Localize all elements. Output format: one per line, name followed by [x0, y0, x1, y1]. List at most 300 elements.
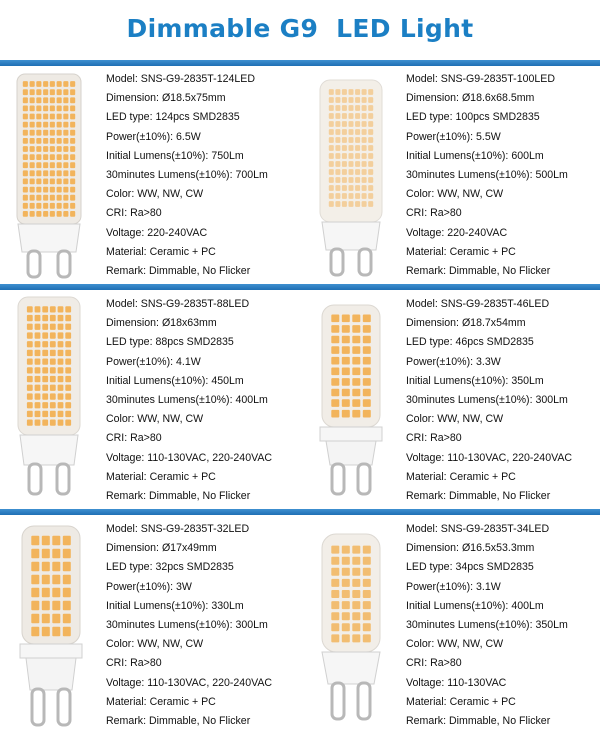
led-chip — [363, 623, 371, 631]
spec-remark: Remark: Dimmable, No Flicker — [106, 489, 251, 502]
led-chip — [342, 97, 347, 103]
led-chip — [50, 385, 56, 391]
spec-model: Model: SNS-G9-2835T-124LED — [106, 73, 255, 85]
led-chip — [43, 146, 48, 152]
led-chip — [63, 562, 71, 571]
led-chip — [58, 350, 64, 356]
led-chip — [329, 97, 334, 103]
led-chip — [23, 89, 28, 95]
led-chip — [368, 121, 373, 127]
led-chip — [43, 203, 48, 209]
led-chip — [342, 410, 350, 418]
led-chip — [63, 130, 68, 136]
led-chip — [58, 359, 64, 365]
led-chip — [363, 557, 371, 565]
led-chip — [30, 203, 35, 209]
spec-remark: Remark: Dimmable, No Flicker — [406, 714, 551, 727]
spec-30min-lumens: 30minutes Lumens(±10%): 300Lm — [406, 393, 568, 406]
led-chip — [352, 634, 360, 642]
led-chip — [57, 179, 62, 185]
led-chip — [27, 393, 33, 399]
spec-30min-lumens: 30minutes Lumens(±10%): 500Lm — [406, 168, 568, 181]
led-chip — [35, 315, 41, 321]
section-divider — [0, 509, 600, 515]
spec-power: Power(±10%): 3W — [106, 580, 192, 593]
led-chip — [342, 557, 350, 565]
led-chip — [70, 106, 75, 112]
led-chip — [27, 341, 33, 347]
led-chip — [36, 179, 41, 185]
led-chip — [63, 89, 68, 95]
led-chip — [70, 195, 75, 201]
led-chip — [329, 161, 334, 167]
led-chip — [36, 187, 41, 193]
spec-dimension: Dimension: Ø18.5x75mm — [106, 92, 226, 105]
led-chip — [65, 324, 71, 330]
led-chip — [355, 97, 360, 103]
spec-30min-lumens: 30minutes Lumens(±10%): 300Lm — [106, 618, 268, 631]
led-chip — [50, 306, 56, 312]
led-chip — [63, 154, 68, 160]
led-chip — [50, 130, 55, 136]
led-chip — [23, 195, 28, 201]
led-chip — [57, 122, 62, 128]
product-card — [0, 295, 300, 505]
spec-color: Color: WW, NW, CW — [106, 638, 204, 651]
led-chip — [362, 193, 367, 199]
led-chip — [58, 420, 64, 426]
spec-material: Material: Ceramic + PC — [106, 245, 216, 258]
led-chip — [331, 325, 339, 333]
spec-voltage: Voltage: 110-130VAC — [406, 676, 507, 689]
led-chip — [368, 105, 373, 111]
led-chip — [342, 399, 350, 407]
spec-voltage: Voltage: 110-130VAC, 220-240VAC — [106, 451, 273, 464]
led-chip — [65, 367, 71, 373]
led-chip — [42, 411, 48, 417]
led-chip — [35, 306, 41, 312]
led-chip — [342, 325, 350, 333]
led-chip — [57, 203, 62, 209]
led-chip — [349, 121, 354, 127]
spec-cri: CRI: Ra>80 — [106, 207, 162, 220]
led-chip — [70, 170, 75, 176]
led-chip — [352, 590, 360, 598]
led-chip — [65, 341, 71, 347]
led-chip — [335, 121, 340, 127]
led-chip — [363, 579, 371, 587]
led-chip — [329, 153, 334, 159]
led-chip — [355, 105, 360, 111]
bulb-image — [16, 526, 86, 731]
led-chip — [42, 536, 50, 545]
led-chip — [335, 169, 340, 175]
led-chip — [35, 402, 41, 408]
led-chip — [335, 145, 340, 151]
led-chip — [43, 89, 48, 95]
led-chip — [27, 420, 33, 426]
led-chip — [363, 590, 371, 598]
led-chip — [42, 315, 48, 321]
led-chip — [36, 146, 41, 152]
led-chip — [36, 81, 41, 87]
spec-initial-lumens: Initial Lumens(±10%): 330Lm — [106, 599, 244, 612]
led-chip — [70, 154, 75, 160]
spec-color: Color: WW, NW, CW — [406, 413, 504, 426]
product-card — [300, 520, 600, 730]
led-chip — [355, 201, 360, 207]
led-chip — [52, 562, 60, 571]
led-chip — [30, 138, 35, 144]
led-chip — [30, 106, 35, 112]
led-chip — [349, 193, 354, 199]
led-chip — [349, 97, 354, 103]
led-chip — [43, 106, 48, 112]
led-chip — [35, 359, 41, 365]
led-chip — [50, 211, 55, 217]
led-chip — [23, 170, 28, 176]
led-chip — [36, 114, 41, 120]
led-chip — [342, 113, 347, 119]
g9-bulb-46led-icon — [316, 303, 386, 503]
led-chip — [335, 177, 340, 183]
led-chip — [43, 130, 48, 136]
led-chip — [27, 359, 33, 365]
led-chip — [329, 129, 334, 135]
led-chip — [27, 402, 33, 408]
led-chip — [368, 113, 373, 119]
led-chip — [65, 359, 71, 365]
led-chip — [36, 154, 41, 160]
led-chip — [50, 393, 56, 399]
led-chip — [329, 89, 334, 95]
led-chip — [349, 105, 354, 111]
led-chip — [63, 170, 68, 176]
led-chip — [335, 113, 340, 119]
led-chip — [368, 161, 373, 167]
spec-model: Model: SNS-G9-2835T-32LED — [106, 523, 250, 535]
led-chip — [331, 634, 339, 642]
led-chip — [329, 193, 334, 199]
led-chip — [65, 306, 71, 312]
spec-initial-lumens: Initial Lumens(±10%): 450Lm — [106, 374, 244, 387]
led-chip — [352, 325, 360, 333]
led-chip — [35, 420, 41, 426]
led-chip — [349, 137, 354, 143]
led-chip — [342, 368, 350, 376]
spec-color: Color: WW, NW, CW — [406, 638, 504, 651]
led-chip — [36, 130, 41, 136]
led-chip — [42, 385, 48, 391]
led-chip — [331, 378, 339, 386]
led-chip — [36, 122, 41, 128]
led-chip — [42, 420, 48, 426]
led-chip — [63, 114, 68, 120]
led-chip — [42, 393, 48, 399]
led-chip — [70, 211, 75, 217]
spec-model: Model: SNS-G9-2835T-100LED — [406, 73, 555, 85]
led-chip — [335, 153, 340, 159]
led-chip — [362, 137, 367, 143]
led-chip — [23, 106, 28, 112]
led-chip — [30, 81, 35, 87]
led-chip — [36, 106, 41, 112]
led-chip — [23, 81, 28, 87]
led-chip — [363, 410, 371, 418]
led-chip — [63, 138, 68, 144]
led-chip — [70, 187, 75, 193]
spec-material: Material: Ceramic + PC — [106, 695, 216, 708]
led-chip — [42, 341, 48, 347]
led-chip — [342, 389, 350, 397]
led-chip — [368, 97, 373, 103]
led-chip — [331, 357, 339, 365]
spec-cri: CRI: Ra>80 — [406, 432, 462, 445]
led-chip — [31, 549, 39, 558]
led-chip — [63, 588, 71, 597]
led-chip — [352, 399, 360, 407]
led-chip — [352, 336, 360, 344]
led-chip — [36, 138, 41, 144]
led-chip — [335, 161, 340, 167]
spec-material: Material: Ceramic + PC — [406, 470, 516, 483]
led-chip — [63, 187, 68, 193]
led-chip — [331, 579, 339, 587]
led-chip — [363, 634, 371, 642]
led-chip — [331, 315, 339, 323]
led-chip — [36, 170, 41, 176]
led-chip — [63, 614, 71, 623]
led-chip — [58, 306, 64, 312]
led-chip — [50, 195, 55, 201]
led-chip — [42, 367, 48, 373]
led-chip — [50, 350, 56, 356]
led-chip — [50, 332, 56, 338]
led-chip — [368, 201, 373, 207]
led-chip — [331, 612, 339, 620]
led-chip — [36, 211, 41, 217]
led-chip — [70, 179, 75, 185]
led-chip — [331, 546, 339, 554]
led-chip — [355, 121, 360, 127]
led-chip — [63, 211, 68, 217]
led-chip — [43, 81, 48, 87]
led-chip — [43, 162, 48, 168]
led-chip — [50, 203, 55, 209]
led-chip — [363, 601, 371, 609]
led-chip — [27, 385, 33, 391]
led-chip — [52, 588, 60, 597]
led-chip — [30, 162, 35, 168]
led-chip — [63, 627, 71, 636]
led-chip — [363, 612, 371, 620]
led-chip — [57, 195, 62, 201]
spec-initial-lumens: Initial Lumens(±10%): 750Lm — [106, 149, 244, 162]
led-chip — [329, 105, 334, 111]
led-chip — [58, 402, 64, 408]
bulb-image — [14, 297, 84, 502]
spec-voltage: Voltage: 220-240VAC — [106, 226, 208, 239]
led-chip — [57, 154, 62, 160]
led-chip — [50, 187, 55, 193]
led-chip — [329, 185, 334, 191]
led-chip — [342, 201, 347, 207]
led-chip — [355, 161, 360, 167]
spec-model: Model: SNS-G9-2835T-34LED — [406, 523, 550, 535]
led-chip — [329, 201, 334, 207]
led-chip — [35, 341, 41, 347]
led-chip — [362, 113, 367, 119]
spec-dimension: Dimension: Ø16.5x53.3mm — [406, 542, 535, 555]
led-chip — [36, 162, 41, 168]
led-chip — [362, 177, 367, 183]
led-chip — [23, 97, 28, 103]
led-chip — [42, 350, 48, 356]
led-chip — [335, 129, 340, 135]
led-chip — [30, 154, 35, 160]
led-chip — [63, 536, 71, 545]
led-chip — [352, 410, 360, 418]
led-chip — [23, 114, 28, 120]
led-chip — [368, 153, 373, 159]
led-chip — [42, 627, 50, 636]
led-chip — [27, 315, 33, 321]
led-chip — [368, 129, 373, 135]
led-chip — [50, 179, 55, 185]
led-chip — [342, 89, 347, 95]
led-chip — [30, 89, 35, 95]
led-chip — [36, 89, 41, 95]
led-chip — [342, 546, 350, 554]
led-chip — [329, 137, 334, 143]
led-chip — [70, 203, 75, 209]
led-chip — [50, 376, 56, 382]
led-chip — [63, 146, 68, 152]
led-chip — [329, 113, 334, 119]
led-chip — [58, 332, 64, 338]
led-chip — [43, 122, 48, 128]
spec-dimension: Dimension: Ø18x63mm — [106, 317, 217, 330]
led-chip — [363, 346, 371, 354]
led-chip — [65, 315, 71, 321]
led-chip — [349, 185, 354, 191]
led-chip — [335, 201, 340, 207]
spec-30min-lumens: 30minutes Lumens(±10%): 400Lm — [106, 393, 268, 406]
led-chip — [63, 179, 68, 185]
led-chip — [352, 601, 360, 609]
led-chip — [352, 546, 360, 554]
led-chip — [368, 89, 373, 95]
led-chip — [57, 81, 62, 87]
section-divider — [0, 284, 600, 290]
led-chip — [42, 614, 50, 623]
spec-led-type: LED type: 34pcs SMD2835 — [406, 561, 534, 574]
spec-power: Power(±10%): 6.5W — [106, 130, 201, 143]
led-chip — [57, 138, 62, 144]
led-chip — [50, 420, 56, 426]
led-chip — [52, 601, 60, 610]
spec-dimension: Dimension: Ø18.6x68.5mm — [406, 92, 535, 105]
led-chip — [342, 579, 350, 587]
spec-led-type: LED type: 88pcs SMD2835 — [106, 336, 234, 349]
led-chip — [362, 161, 367, 167]
led-chip — [331, 410, 339, 418]
led-chip — [363, 568, 371, 576]
led-chip — [65, 350, 71, 356]
led-chip — [23, 203, 28, 209]
led-chip — [42, 332, 48, 338]
led-chip — [352, 368, 360, 376]
led-chip — [23, 211, 28, 217]
led-chip — [50, 411, 56, 417]
led-chip — [50, 106, 55, 112]
led-chip — [362, 145, 367, 151]
led-chip — [50, 146, 55, 152]
led-chip — [352, 557, 360, 565]
spec-model: Model: SNS-G9-2835T-46LED — [406, 298, 550, 310]
led-chip — [331, 389, 339, 397]
led-chip — [335, 105, 340, 111]
led-chip — [50, 138, 55, 144]
spec-power: Power(±10%): 3.1W — [406, 580, 501, 593]
led-chip — [331, 399, 339, 407]
led-chip — [23, 187, 28, 193]
led-chip — [355, 153, 360, 159]
led-chip — [50, 114, 55, 120]
led-chip — [52, 549, 60, 558]
led-chip — [331, 590, 339, 598]
led-chip — [35, 393, 41, 399]
led-chip — [70, 130, 75, 136]
led-chip — [65, 411, 71, 417]
led-chip — [70, 89, 75, 95]
led-chip — [50, 359, 56, 365]
led-chip — [368, 169, 373, 175]
led-chip — [331, 623, 339, 631]
led-chip — [355, 89, 360, 95]
led-chip — [27, 350, 33, 356]
led-chip — [63, 122, 68, 128]
spec-power: Power(±10%): 5.5W — [406, 130, 501, 143]
led-chip — [342, 153, 347, 159]
spec-color: Color: WW, NW, CW — [406, 188, 504, 201]
led-chip — [57, 162, 62, 168]
led-chip — [35, 324, 41, 330]
led-chip — [363, 325, 371, 333]
led-chip — [31, 536, 39, 545]
led-chip — [23, 146, 28, 152]
led-chip — [36, 203, 41, 209]
led-chip — [58, 341, 64, 347]
led-chip — [63, 81, 68, 87]
led-chip — [70, 146, 75, 152]
spec-led-type: LED type: 46pcs SMD2835 — [406, 336, 534, 349]
led-chip — [42, 601, 50, 610]
led-chip — [335, 97, 340, 103]
page-title: Dimmable G9 LED Light — [126, 14, 474, 43]
led-chip — [349, 169, 354, 175]
g9-bulb-32led-icon — [16, 526, 86, 731]
led-chip — [65, 402, 71, 408]
led-chip — [70, 81, 75, 87]
led-chip — [43, 97, 48, 103]
led-chip — [43, 179, 48, 185]
led-chip — [349, 89, 354, 95]
led-chip — [36, 195, 41, 201]
led-chip — [368, 185, 373, 191]
led-chip — [42, 575, 50, 584]
g9-bulb-124led-icon — [14, 74, 84, 279]
